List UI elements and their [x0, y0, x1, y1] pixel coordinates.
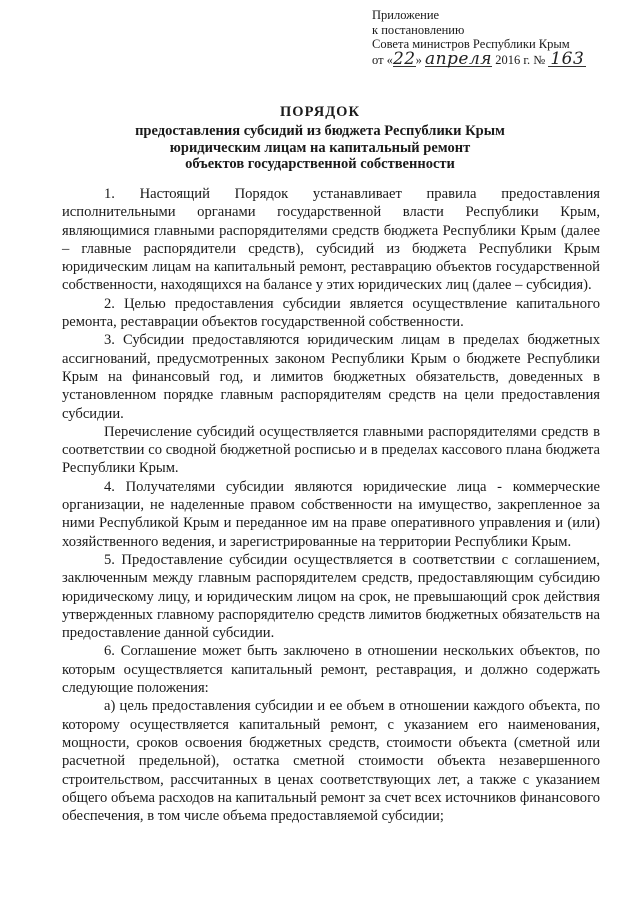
- date-prefix: от «: [372, 52, 393, 67]
- document-subtitle: [60, 123, 580, 173]
- paragraph-4: 4. Получателями субсидии являются юридические лица - коммерческие организации, не наделенные правом собственности на имущество, закрепленное за ними Республикой Крым и переданное им на праве оперативного управления и (или) хозяйственного ведения, и зарегистрированные на территории Республики Крым.: [62, 478, 600, 550]
- appendix-header: [372, 8, 586, 67]
- appendix-label: Приложение: [372, 8, 440, 22]
- date-quote-close: »: [415, 52, 422, 67]
- paragraph-6: 6. Соглашение может быть заключено в отношении нескольких объектов, по которым осуществляется капитальный ремонт, реставрация, и должно содержать следующие положения:: [62, 643, 600, 697]
- subtitle-line: юридическим лицам на капитальный ремонт: [169, 139, 471, 156]
- paragraph-3: 3. Субсидии предоставляются юридическим лицам в пределах бюджетных ассигнований, предусмотренных законом Республики Крым о бюджете Республики Крым на финансовый год, и лимитов бюджетных обязательств, доведенных в установленном порядке главным распорядителям средств на цели предоставления субсидии.: [62, 332, 600, 422]
- subtitle-line: объектов государственной собственности: [185, 156, 455, 172]
- document-body: [62, 185, 600, 825]
- paragraph-6a: а) цель предоставления субсидии и ее объем в отношении каждого объекта, по которому осуществляется капитальный ремонт, с указанием его наименования, мощности, сроков освоения бюджетных средств, стоимости объекта (сметной или расчетной предельной), остатка сметной стоимости объекта незавершенного строительством, рассчитанных в ценах соответствующих лет, а также с указанием общего объема расходов на капитальный ремонт за счет всех источников финансового обеспечения, в том числе объема предоставляемой субсидии;: [62, 698, 600, 825]
- handwritten-number: 163: [550, 48, 585, 69]
- appendix-council-name: Совета министров Республики Крым: [372, 37, 570, 51]
- year-and-number-label: 2016 г. №: [495, 52, 546, 67]
- paragraph-1: 1. Настоящий Порядок устанавливает правила предоставления исполнительными органами государственной власти Республики Крым, являющимися главными распорядителями средств бюджета Республики Крым (далее – главные распорядители средств), субсидий из бюджета Республики Крым юридическим лицам на капитальный ремонт, реставрацию объектов государственной собственности, находящихся на балансе у этих юридических лиц (далее – субсидия).: [62, 186, 600, 294]
- paragraph-2: 2. Целью предоставления субсидии является осуществление капитального ремонта, реставрации объектов государственной собственности.: [62, 295, 600, 331]
- appendix-resolution-ref: к постановлению: [372, 22, 465, 37]
- appendix-date-line: [372, 48, 586, 69]
- paragraph-3-continuation: Перечисление субсидий осуществляется главными распорядителями средств в соответствии со сводной бюджетной росписью и в пределах кассового плана бюджета Республики Крым.: [62, 423, 600, 477]
- subtitle-line: предоставления субсидий из бюджета Республики Крым: [135, 123, 505, 139]
- document-title: ПОРЯДОК: [280, 104, 360, 120]
- paragraph-5: 5. Предоставление субсидии осуществляется в соответствии с соглашением, заключенным между главным распорядителем средств, предоставляющим субсидию юридическому лицу, и юридическим лицом на срок, не превышающий срок действия утвержденных главному распорядителю средств лимитов бюджетных обязательств на предоставление данной субсидии.: [62, 551, 600, 642]
- handwritten-day: 22: [392, 48, 416, 69]
- handwritten-month: апреля: [424, 48, 493, 69]
